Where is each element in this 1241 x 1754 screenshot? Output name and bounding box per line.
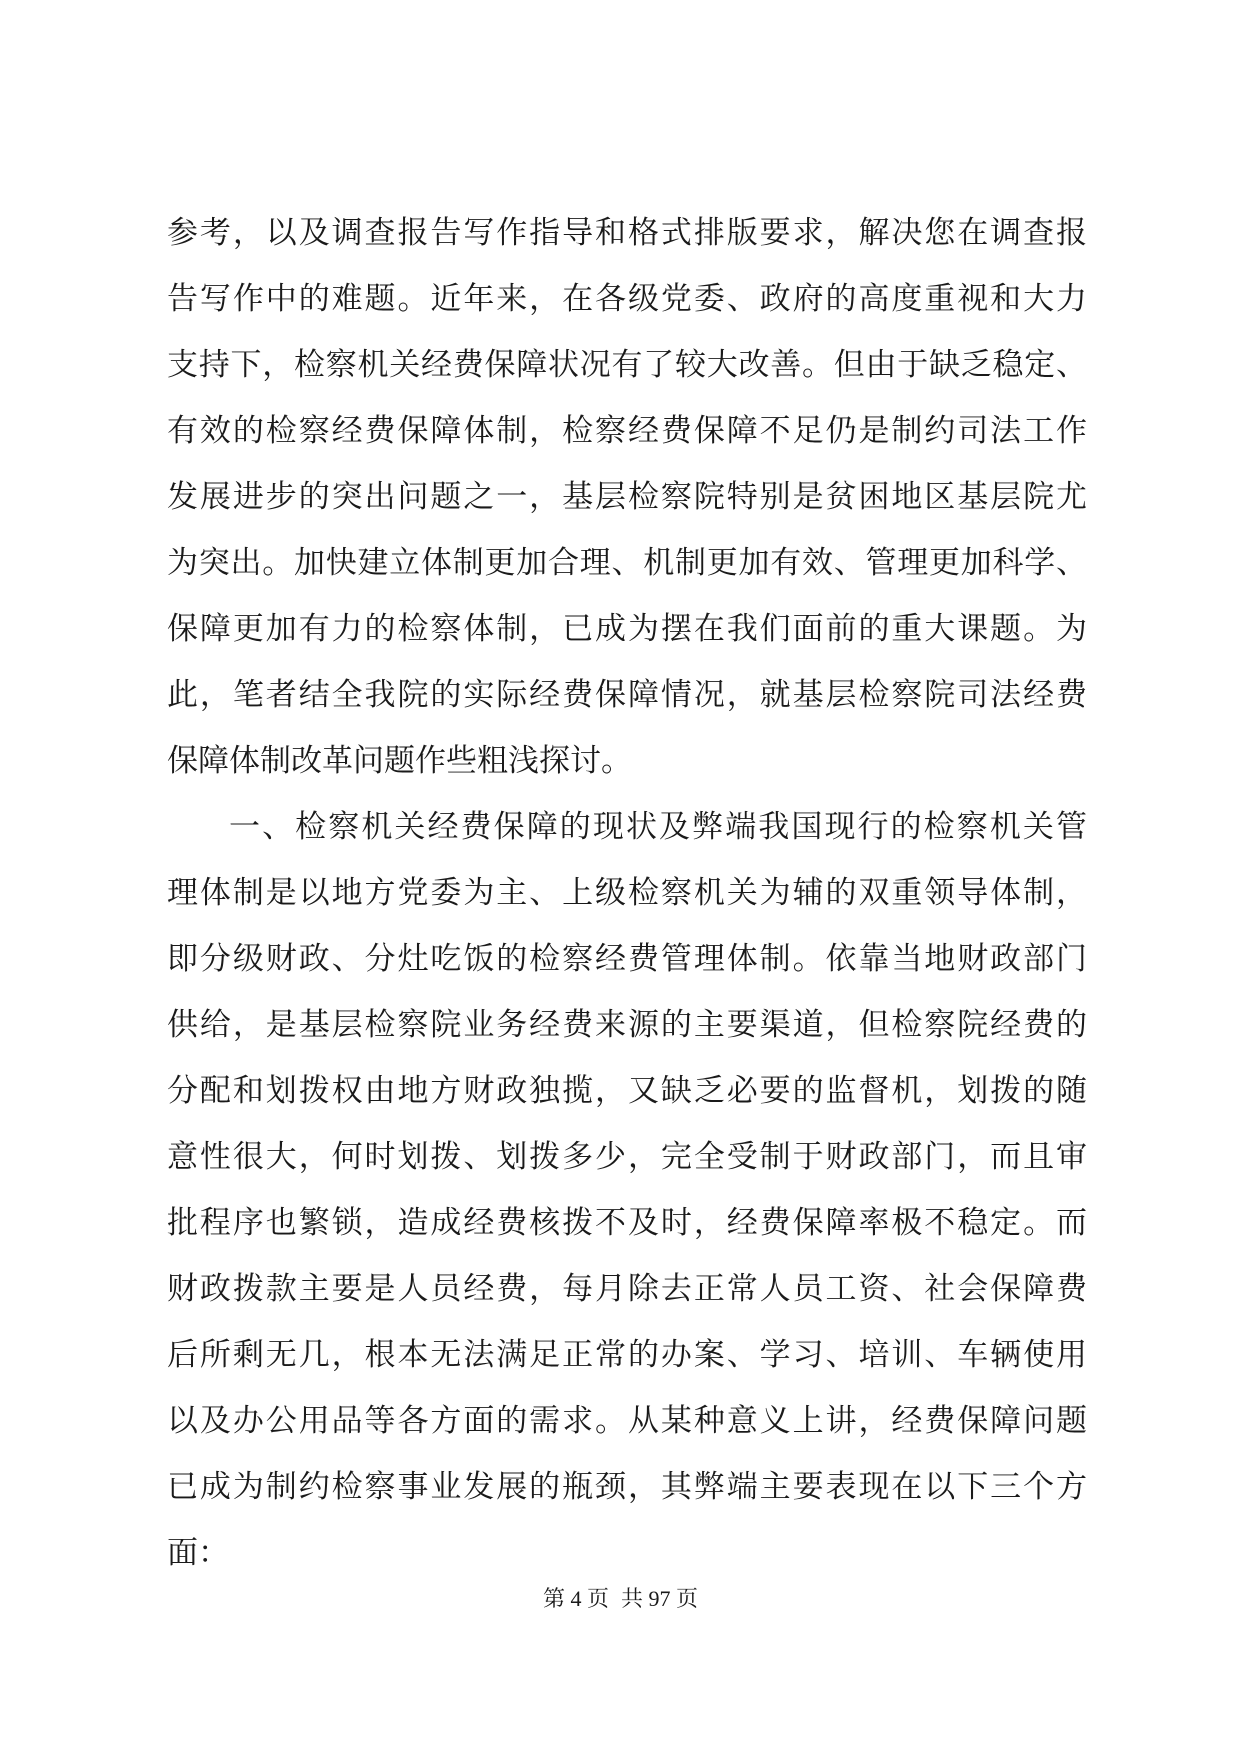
text-line: 供给，是基层检察院业务经费来源的主要渠道，但检察院经费的 bbox=[167, 1007, 1087, 1043]
text-line: 此，笔者结全我院的实际经费保障情况，就基层检察院司法经费 bbox=[167, 677, 1087, 713]
page-number: 第 4 页 bbox=[542, 1586, 609, 1611]
page-total: 共 97 页 bbox=[621, 1586, 699, 1611]
text-line: 以及办公用品等各方面的需求。从某种意义上讲，经费保障问题 bbox=[167, 1403, 1087, 1439]
text-line: 发展进步的突出问题之一，基层检察院特别是贫困地区基层院尤 bbox=[167, 479, 1087, 515]
text-line: 意性很大，何时划拨、划拨多少，完全受制于财政部门，而且审 bbox=[167, 1139, 1087, 1175]
text-line: 一、检察机关经费保障的现状及弊端我国现行的检察机关管 bbox=[229, 809, 1087, 845]
text-line: 参考，以及调查报告写作指导和格式排版要求，解决您在调查报 bbox=[167, 215, 1087, 251]
text-line: 后所剩无几，根本无法满足正常的办案、学习、培训、车辆使用 bbox=[167, 1337, 1087, 1373]
text-line: 为突出。加快建立体制更加合理、机制更加有效、管理更加科学、 bbox=[167, 545, 1087, 581]
document-body bbox=[167, 200, 1087, 1586]
text-line: 财政拨款主要是人员经费，每月除去正常人员工资、社会保障费 bbox=[167, 1271, 1087, 1307]
text-line: 有效的检察经费保障体制，检察经费保障不足仍是制约司法工作 bbox=[167, 413, 1087, 449]
text-line: 告写作中的难题。近年来，在各级党委、政府的高度重视和大力 bbox=[167, 281, 1087, 317]
text-line: 保障更加有力的检察体制，已成为摆在我们面前的重大课题。为 bbox=[167, 611, 1087, 647]
text-line: 保障体制改革问题作些粗浅探讨。 bbox=[167, 743, 632, 779]
page-footer bbox=[0, 1584, 1241, 1614]
text-line: 面： bbox=[167, 1535, 229, 1571]
text-line: 分配和划拨权由地方财政独揽，又缺乏必要的监督机，划拨的随 bbox=[167, 1073, 1087, 1109]
text-line: 即分级财政、分灶吃饭的检察经费管理体制。依靠当地财政部门 bbox=[167, 941, 1087, 977]
text-line: 支持下，检察机关经费保障状况有了较大改善。但由于缺乏稳定、 bbox=[167, 347, 1087, 383]
text-line: 理体制是以地方党委为主、上级检察机关为辅的双重领导体制， bbox=[167, 875, 1087, 911]
text-line: 批程序也繁锁，造成经费核拨不及时，经费保障率极不稳定。而 bbox=[167, 1205, 1087, 1241]
text-line: 已成为制约检察事业发展的瓶颈，其弊端主要表现在以下三个方 bbox=[167, 1469, 1087, 1505]
